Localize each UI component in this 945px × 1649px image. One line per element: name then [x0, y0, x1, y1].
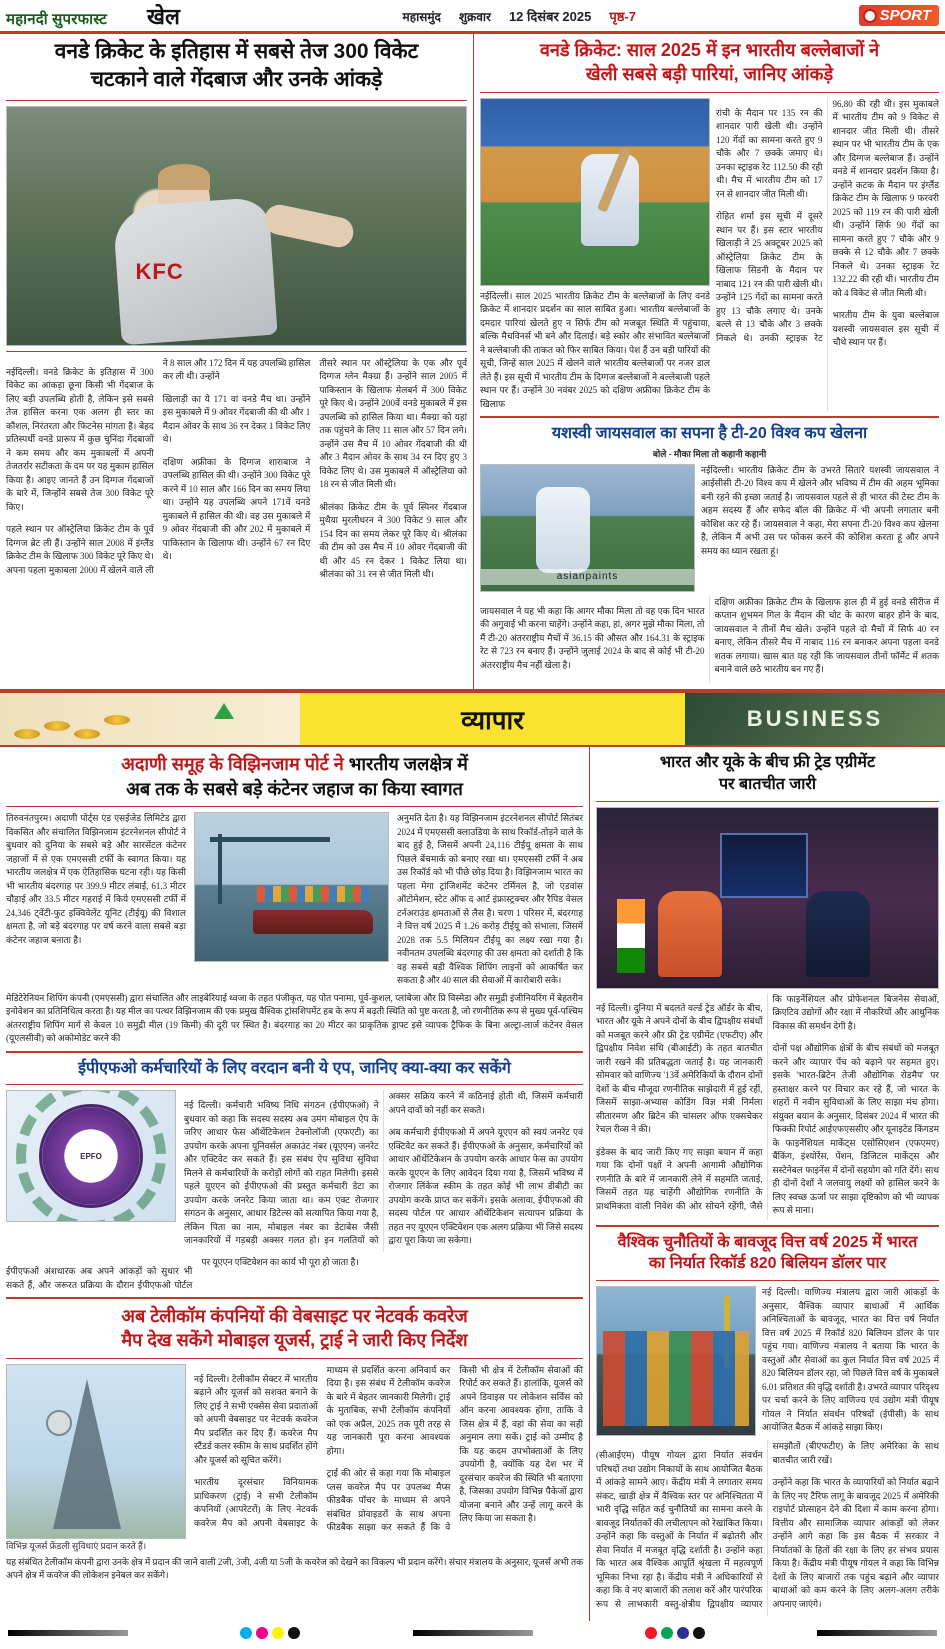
trai-body: [194, 1364, 583, 1552]
export-headline-line1: वैश्विक चुनौतियों के बावजूद वित्त वर्ष 2025 में भारत: [617, 1233, 918, 1251]
business-left-column: [0, 747, 590, 1620]
sport-logo: [859, 5, 939, 26]
gear-icon: [16, 1090, 166, 1222]
epfo-body: [184, 1090, 583, 1252]
backdrop-screen-graphic: [720, 833, 809, 898]
lead-para: तीसरे स्थान पर ऑस्ट्रेलिया के एक और पूर्व दिग्गज ग्लेन मैक्ग्रा हैं। उन्होंने साल 2005 में पाकिस्तान के खिलाफ मेलबर्न में 300 विकेट पूरे किए थे। उन्होंने 200वें वनडे मुकाबले में इस उपलब्धि को हासिल किया था। मैक्ग्रा को यहां तक पहुंचने के लिए 11 साल और 57 दिन लगे। उन्होंने उस मैच में 10 ओवर गेंदबाजी की थी और 3 मैदान ओवर के साथ 34 रन दिए हुए 3 विकेट लिए थे। उस मुकाबले में ऑस्ट्रेलिया को 18 रन से जीत मिली थी।: [319, 357, 467, 490]
official-one-graphic: [658, 891, 722, 977]
coin-icon: [44, 721, 70, 731]
section-title: खेल: [147, 3, 180, 29]
business-banner: [0, 691, 945, 747]
page-number: पृष्ठ-7: [609, 8, 636, 24]
sports-section: [0, 34, 945, 691]
uk-para: नई दिल्ली। दुनिया में बदलते वर्ल्ड ट्रेड ऑर्डर के बीच, भारत और यूके ने अपने दोनों के बीच द्विपक्षीय संबंधों को मजबूत करने और फ्री ट्रेड एग्रीमेंट (एफटीए) और द्विपक्षीय निवेश संधि (बीआईटी) के तहत बातचीत जारी रखने की प्रतिबद्धता जताई है। यह जानकारी सोमवार को वाणिज्य '13वें अमेरिकियों के दौरान दोनों देशों के बीच मौजूदा रणनीतिक साझेदारी में हुई रहीं, जिसमें साझा-अभ्यास कोडिंग विज्ञ मंत्री निर्मला सीतारमण और ब्रिटेन की चांसलर ऑफ एक्सचेकर रेचल रीव्स ने की।: [596, 1002, 763, 1135]
epfo-para: नई दिल्ली। कर्मचारी भविष्य निधि संगठन (ईपीएफओ) ने बुधवार को कहा कि सदस्य सदस्य अब उमंग मोबाइल ऐप के जरिए आधार फेस ऑथेंटिकेशन टेक्नोलॉजी (एफएटी) का उपयोग करके अपना यूनिवर्सल अकाउंट नंबर (यूएएन) जनरेट और एक्टिवेट कर सकते हैं। इस संबंध ऐप सुविधा सुविधा मिलने से कर्मचारियों के करोड़ों लोगों को राहत मिलेगी। इससे पहले यूएएन को ईपीएफओ की प्रस्तुत कर्मचारी डेटा का उपयोग करके जनरेट किया जाता था। कम एक्ट रोजगार संगठन के अनुसार, आधार डिटेल्स को सत्यापित किया गया है, लेकिन पिता का नाम, मोबाइल नंबर का डेटाबेस जैसी जानकारियों में गड़बड़ी अक्सर गलत हो। इन गलतियों को अक्सर सक्रिय करने में कठिनाई होती थी, जिसमें कर्मचारी अपने दावों को नहीं कर सकते।: [184, 1091, 583, 1246]
india-uk-trade-talks-photo: [596, 807, 939, 989]
yellow-swatch: [272, 1627, 284, 1639]
trai-para: नई दिल्ली। टेलीकॉम सेक्टर में भारतीय बढ़ाने और यूजर्स को सशक्त बनाने के लिए ट्राई ने सभी एक्सेस सेवा प्रदाताओं को अपनी वेबसाइट पर नेटवर्क कवरेज मैप प्रदर्शित कर दिए हैं। कवरेज मैप स्टैंडर्ड कलर स्कीम के साथ प्रदर्शित होंगे और यूजर्स को सूचित करेंगे।: [194, 1373, 318, 1465]
vizhinjam-port-photo: [194, 812, 389, 962]
trai-photo-caption: विभिन्न यूजर्स फ्रेंडली सुविधाएं प्रदान करते हैं।: [6, 1540, 147, 1551]
business-right-column: [590, 747, 945, 1620]
crane-mast-icon: [218, 834, 222, 904]
trai-headline-line2: मैप देख सकेंगे मोबाइल यूजर्स, ट्राई ने जारी किए निर्देश: [121, 1330, 468, 1351]
second-headline-line1: वनडे क्रिकेट: साल 2025 में इन भारतीय बल्लेबाजों ने: [539, 40, 880, 60]
cyan-swatch: [240, 1627, 252, 1639]
gradient-bar: [8, 1630, 128, 1636]
epfo-logo-photo: [6, 1090, 176, 1222]
telecom-tower-photo: [6, 1364, 186, 1539]
coin-icon: [104, 715, 130, 725]
uk-headline-line1: भारत और यूके के बीच फ्री ट्रेड एग्रीमेंट: [659, 754, 876, 772]
export-col1: नई दिल्ली। वाणिज्य मंत्रालय द्वारा जारी आंकड़ों के अनुसार, वैश्विक व्यापार बाधाओं में आर्थिक अनिश्चिताओं के बावजूद, भारत का वित्त वर्ष निर्यात वित्त वर्ष 2025 में रिकॉर्ड 820 बिलियन डॉलर के पार पहुंच गया। वाणिज्य मंत्रालय ने बताया कि भारत के वस्तुओं और सेवाओं का कुल निर्यात वित्त वर्ष 2025 में 820 बिलियन डॉलर रहा, जो पिछले वित्त वर्ष के मुकाबले 6.01 प्रतिशत की वृद्धि दर्शाती है। उभरते व्यापार परिदृश्य पर चर्चा करने के लिए वाणिज्य एवं उद्योग मंत्री पीयूष गोयल ने निर्यात संवर्धन परिषदों (ईपीसी) के साथ आयोजित बैठक में आंकड़े साझा किए।: [762, 1287, 940, 1433]
export-body: [596, 1440, 939, 1616]
trai-para: ट्राई की ओर से कहा गया कि मोबाइल प्लस कवरेज मैप पर उपलब्ध मैप्स फीडबैक पॉचर के माध्यम से अपने संबंधित प्रोवाइडरों के साथ अपना फीडबैक साझा कर सकते हैं कि वे किसी भी क्षेत्र में टेलीकॉम सेवाओं की रिपोर्ट कर सकते हैं। हालांकि, यूजर्स को अपने डिवाइस पर लोकेशन सर्विस को ऑन करना आवश्यक होगा, ताकि वे जिस क्षेत्र में हैं, वहां की सेवा का सही अनुमान लगा सकें। ट्राई को उम्मीद है कि यह कदम उपभोक्ताओं के लिए उपयोगी है, क्योंकि यह देश भर में दूरसंचार कवरेज की स्थिति भी बताएगा है, जिसका उपयोग विभिन्न पैकेजों द्वारा योजना बनाने और उन्हें लागू करने के लिए किया जा सकता है।: [326, 1364, 583, 1533]
epfo-article: [6, 1058, 583, 1293]
official-two-graphic: [806, 891, 870, 977]
third-para: दक्षिण अफ्रीका क्रिकेट टीम के खिलाफ हाल ही में हुई वनडे सीरीज में कप्तान शुभमन गिल के मैदान की चोट के कारण बाहर होने के बाद, जायसवाल ने तीनों मैच खेले। उन्होंने पहले दो मैचों में सिर्फ 40 रन बनाए, लेकिन तीसरे मैच में नाबाद 116 रन बनाकर अपना पहला वनडे शतक लगाया। खास बात यह रही कि जायसवाल तीनों फॉर्मेट में शतक बनाने वाले छठे भारतीय बन गए हैं।: [714, 596, 939, 675]
paper-name: महानदी सुपरफास्ट: [6, 10, 108, 28]
business-section: [0, 747, 945, 1620]
black-swatch: [288, 1627, 300, 1639]
second-para: भारतीय टीम के युवा बल्लेबाज यशस्वी जायसवाल इस सूची में चौथे स्थान पर हैं।: [832, 310, 939, 348]
sports-lead-article: [0, 34, 474, 689]
masthead-meta: [403, 7, 636, 25]
red-swatch: [645, 1627, 657, 1639]
second-para: रांची के मैदान पर 135 रन की शानदार पारी खेली थी। उन्होंने 120 गेंदों का सामना करते हुए 9 चौके और 7 छक्के जमाए थे। उनका स्ट्राइक रेट 112.50 की रही थी। मैच में भारतीय टीम को 17 रन से शानदार जीत मिली थी।: [716, 107, 823, 199]
lead-para: दक्षिण अफ्रीका के दिग्गज शाराबाज ने उपलब्धि हासिल की थी। उन्होंने 300 विकेट पूरे करने में 10 साल और 166 दिन का समय लिया था। उन्होंने यह उपलब्धि अपने 171वें वनडे मुकाबले में हासिल की थी। वह उस मुकाबले में 9 ओवर गेंदबाजी की और 202 में मुकाबले में पाकिस्तान के खिलाफ थी। उन्होंने 67 रन दिए थे।: [162, 456, 311, 562]
adani-col1: तिरुवनंतपुरम। अदाणी पोर्ट्स एंड एसईजेड लिमिटेड द्वारा विकसित और संचालित विझिनजाम इंटरनेशनल सीपोर्ट ने बुधवार को दुनिया के सबसे बड़े और सारसेंटल कंटेनर जहाजों में से एक एमएससी टर्फी के स्वागत किया। यह भारतीय जलक्षेत्र में एक ऐतिहासिक घटना रही। यह किसी भी भारतीय बंदरगाह पर 399.9 मीटर लंबाई, 61.3 मीटर चौड़ाई और 33.5 मीटर गहराई में किये एमएससी टर्फी में 24,346 ट्वेंटी-फुट इक्विवेलेंट यूनिट (टीईयू) की विशाल क्षमता है, जो बड़े बंदरगाह पर वर्ष करने वाला सबसे बड़ा कंटेनर जहाज बनाता है।: [6, 813, 186, 945]
container-stack-graphic: [257, 886, 369, 902]
business-word-graphic: [685, 693, 945, 745]
photo-player-arm: [262, 202, 356, 250]
container-ship-graphic: [253, 910, 373, 934]
trai-article: [6, 1304, 583, 1583]
coin-icon: [74, 729, 100, 739]
uk-body: [596, 993, 939, 1220]
growth-arrow-icon: [214, 703, 234, 719]
export-containers-photo: [596, 1286, 756, 1436]
cricket-ball-icon: [863, 9, 877, 23]
batsman-photo: [480, 98, 710, 286]
adani-col2: मेडिटेरेनियन शिपिंग कंपनी (एमएससी) द्वारा संचालित और लाइबेरियाई ध्वजा के तहत पंजीकृत, यह पोत पनामा, पूर्व-कुशल, प्लांबेजा और प्रि विस्मेडा और समुद्री इंजीनियरिंग में बेहतरीन इनोवेशन का प्रतिनिधित्व करता है। यह मील का पत्थर विझिनजाम की एक प्रमुख वैश्विक ट्रांसशिपमेंट हब के रूप में बढ़ती स्थिति को पुष्ट करता है, जो रणनीतिक रूप से मुख्य पूर्व-पश्चिम अंतरराष्ट्रीय शिपिंग मार्ग से केवल 10 समुद्री मील (19 किमी) की दूरी पर स्थित है। बंदरगाह का 20 मीटर का प्राकृतिक ड्राफ्ट इसे व्यापक ट्रैफिक के बिना अल्ट्रा-लार्ज कंटेनर वेसल (यूएलसीवी) को अकोमोडेट करने की: [6, 992, 583, 1044]
yashasvi-jaiswal-photo: [480, 464, 695, 592]
adani-headline-part1: अदाणी समूह के विझिनजाम पोर्ट ने: [121, 754, 344, 775]
epfo-body-cont: [6, 1256, 583, 1292]
epfo-para: अब कर्मचारी ईपीएफओ में अपने यूएएन को स्वयं जनरेट एवं एक्टिवेट कर सकते हैं। ईपीएफओ के अनुसार, कर्मचारियों को आधार ऑथेंटिकेशन के उपयोग करके आधार फेस का उपयोग करके यूएएन के लिए आवेदन दिया गया है, जिसमें भविष्य में रोजगार लिंकेज स्कीम के तहत कोई भी लाभ डीबीटी का उपयोग करके प्राप्त कर सकेंगे। इसके अलावा, ईपीएफओ की सदस्य पोर्टल पर आधार ऑथेंटिकेशन सत्यापन प्रक्रिया के तहत नए यूएएन एक्टिवेशन एक अलग प्रक्रिया भी जिसे सदस्य द्वारा पूरा किया जा सकेगा।: [388, 1127, 583, 1246]
masthead: [0, 0, 945, 34]
second-headline-line2: खेली सबसे बड़ी पारियां, जानिए आंकड़े: [585, 64, 834, 85]
export-para: उन्होंने कहा कि भारत के व्यापारियों को निर्यात बढ़ाने के लिए नए टैरिफ लागू के बावजूद 2025 में अमेरिकी राइपोर्ट प्रोत्साहन देने की दिशा में काम करना होगा। वित्तीय और सामाजिक व्यापार आंकड़ों को लेकर उन्होंने आगे कहा कि इस बैठक में सरकार ने निर्यातकों के हितों की रक्षा के लिए हर संभव प्रयास किया है। केंद्रीय मंत्री पीयूष गोयल ने कहा कि विभिन्न देशों के लिए बाजारों तक पहुंच बढ़ाने और व्यापार बाधाओं को कम करने के लिए अलग-अलग तरीके अपनाए जाएंगे।: [772, 1477, 939, 1609]
third-article-intro: नईदिल्ली। भारतीय क्रिकेट टीम के उभरते सितारे यशस्वी जायसवाल ने आईसीसी टी-20 विश्व कप में खेलने और भविष्य में टीम की अहम भूमिका बनी रहने की इच्छा जताई है। जायसवाल पहले से ही भारत की टेस्ट टीम के अहम सदस्य हैं और सफेद बॉल की क्रिकेट में भी अपनी लगातार बनी कोशिश कर रहे हैं। जायसवाल ने कहा, मेरा सपना टी-20 विश्व कप खेलना है, लेकिन मैं अभी उस पर फोकस करने की कोशिश करता हूं और अपने समय का ध्यान रखता हूं।: [701, 464, 939, 556]
fast-bowler-photo: [6, 106, 467, 346]
third-headline: यशस्वी जायसवाल का सपना है टी-20 विश्व कप खेलना: [551, 425, 868, 443]
third-para: जायसवाल ने यह भी कहा कि आगर मौका मिला तो वह एक दिन भारत की अगुवाई भी करना चाहेंगे। उन्होंने कहा, हां, अगर मुझे मौका मिला, तो मैं टी-20 अंतरराष्ट्रीय मैचों में 36.15 की औसत और 164.31 के स्ट्राइक रेट से 723 रन बनाए हैं। उन्होंने जुलाई 2024 के बाद से कोई भी टी-20 अंतरराष्ट्रीय मैच नहीं खेला है।: [480, 605, 705, 670]
uk-headline-line2: पर बातचीत जारी: [718, 776, 817, 794]
photo-jaiswal-body: [536, 487, 590, 573]
coin-icon: [14, 729, 40, 739]
photo-sponsor-overlay: asianpaints: [481, 569, 694, 585]
export-article: [596, 1232, 939, 1616]
export-para: (सीआईएम) पीयूष गोयल द्वारा निर्यात संवर्धन परिषदों तथा उद्योग निकायों के साथ आयोजित बैठक में आंकड़े सामने आए। केंद्रीय मंत्री ने लगातार समय संकट, खाड़ी क्षेत्र में वैश्विक स्तर पर अनिश्चितता में भारी वृद्धि सहित कई चुनौतियों का सामना करने के बावजूद निर्यातकों की लचीलापन को रेखांकित किया। उन्होंने कहा कि वस्तुओं के निर्यात में बढ़ोतरी और सेवा निर्यात में मजबूत वृद्धि दर्शाती है। उन्होंने कहा कि भारत अब वैश्विक आपूर्ति श्रृंखला में महत्वपूर्ण भूमिका निभा रहा है। केंद्रीय मंत्री ने अधिकारियों से कहा कि वे नए बाजारों की तलाश करें और पारंपरिक रूप से लाभकारी वस्तु-क्षेत्रीय द्विपक्षीय व्यापार समझौतों (बीएफटीए) के लिए अमेरिका के साथ बातचीत जारी रखें।: [596, 1441, 939, 1609]
gradient-bar: [413, 1630, 533, 1636]
color-swatches-right: [645, 1627, 705, 1639]
uk-para: दोनों पक्ष औद्योगिक क्षेत्रों के बीच संबंधों को मजबूत करने और व्यापार पेंच को बढ़ाने पर सहमत हुए। इसके 'भारत-ब्रिटेन तेजी औद्योगिक रोडमैप' पर हस्ताक्षर करने पर विचार कर रहे हैं, जो भारत के शहरों में नवीन सुविधाओं के लिए साझा मंच होगा। संयुक्त बयान के अनुसार, दिसंबर 2024 में भारत की फिक्की रिपोर्ट आईएफएससीए और यूनाइटेड किंगडम के फाइनेंशियल मार्केट्स एसोसिएशन (एफएमए) बैंकिंग, इंश्योरेंस, पेंशन, डिजिटल मार्केट्स और सस्टेनेबल फाइनेंस में दोनों सहयोग को गति देंगे। साथ ही दोनों देशों ने जलवायु लक्ष्यों को हासिल करने के लिए स्वच्छ ऊर्जा पर साझा दृष्टिकोण को भी व्यापक रूप से माना।: [772, 1043, 939, 1216]
color-swatches-left: [240, 1627, 300, 1639]
trai-para: भारतीय दूरसंचार विनियामक प्राधिकरण (ट्राई) ने सभी टेलीकॉम कंपनियों (आपरेटरों) के लिए नेटवर्क कवरेज मैप को अपनी वेबसाइट के माध्यम से प्रदर्शित करना अनिवार्य कर दिया है। इस संबंध में टेलीकॉम कवरेज के बारे में बेहतर जानकारी मिलेगी। ट्राई के मुताबिक, सभी टेलीकॉम कंपनियों को एक अप्रैल, 2025 तक पूरी तरह से यह जानकारी पूरा करना आवश्यक होगा।: [194, 1364, 451, 1528]
business-section-title: [300, 693, 685, 745]
business-word-text: BUSINESS: [746, 706, 884, 732]
uk-fta-article: [596, 752, 939, 1219]
business-title-text: व्यापार: [461, 705, 524, 736]
banner-coins-graphic: [0, 693, 300, 745]
photo-sponsor-text: KFC: [135, 259, 184, 284]
green-swatch: [661, 1627, 673, 1639]
registration-marks: [0, 1621, 945, 1649]
day-label: शुक्रवार: [458, 9, 491, 24]
antenna-dish-icon: [46, 1410, 72, 1436]
lead-para: नईदिल्ली। वनडे क्रिकेट के इतिहास में 300 विकेट का आंकड़ा छूना किसी भी गेंदबाज के लिए बड़ी उपलब्धि होती है, लेकिन इसे सबसे तेज हासिल करना एक अलग ही स्तर का कौशल, निरंतरता और फिटनेस मांगता है। बेहद प्रतिस्पर्धी वनडे प्रारूप में कुछ चुनिंदा गेंदबाजों ने कम समय और कम मुकाबलों में अपनी तेजतर्रार सटीकता के दम पर यह मुकाम हासिल किया है। आइए जानते हैं उन दिग्गज गेंदबाजों के बारे में, जिन्होंने सबसे तेज 300 विकेट पूरे किए।: [6, 366, 154, 512]
tower-mast-icon: [53, 1379, 121, 1529]
date-label: 12 दिसंबर 2025: [508, 8, 592, 24]
uk-para: इंडेक्स के बाद जारी किए गए साझा बयान में कहा गया कि दोनों पक्षों ने अपनी आगामी औद्योगिक रणनीति के बारे में जानकारी लेने में सहमति जताई, जिसमें तहत यह चाहेंगी औद्योगिक रणनीति के प्राथमिकता वाली निवेश की ओर सोचने रहेंगी, जैसे कि फाइनेंशियल और प्रोफेशनल बिजनेस सेवाओं, क्रिएटिव उद्योगों और रक्षा में नौकरियों और आधुनिक विकास की समर्थन देगी है।: [596, 993, 939, 1211]
adani-article: [6, 752, 583, 1045]
edition-label: महासमुंद: [402, 9, 441, 24]
blue-swatch: [677, 1627, 689, 1639]
lead-para: खिलाड़ी का ये 171 वां वनडे मैच था। उन्होंने इस मुकाबले में 9 ओवर गेंदबाजी की थी और 1 मैदान ओवर के साथ 36 रन देकर 1 विकेट लिए थे।: [162, 393, 311, 445]
epfo-para: ईपीएफओ अंशधारक अब अपने आंकड़ों को सुधार भी सकते हैं, और जरूरत प्रक्रिया के दौरान ईपीएफओ पोर्टल पर यूएएन एक्टिवेशन का कार्य भी पूरा हो जाता है।: [6, 1257, 359, 1290]
lead-article-body: [6, 357, 467, 582]
gradient-bar: [817, 1630, 937, 1636]
adani-col3: अनुमति देता है। यह विझिनजाम इंटरनेशनल सीपोर्ट सितंबर 2024 में एमएससी क्लाउडिया के साथ रिकॉर्ड-तोड़ने वाले के बाद हुई है, जिसमें अपनी 24,116 टीईयू क्षमता के साथ पिछले बेंचमार्क को बनाए रखा था। एमएससी टर्फी ने अब उस रिकॉर्ड को भी पीछे छोड़ दिया है। विझिनजाम भारत का पहला मेगा ट्रांजिशमेंट कंटेनर टर्मिनल है, जो एडवांस ऑटोमेशन, स्टेट ऑफ द आर्ट इंफ्रास्ट्रक्चर और रैपिड वेसल टर्नअराउंड क्षमताओं से लैस है। चरण 1 परिसर में, बंदरगाह ने वित्त वर्ष 2025 में 1.26 करोड़ टीईयू को संभाला, जिसमें 2028 तक 5.5 मिलियन टीईयू का लक्ष्य रखा गया है। नवीनतम उपलब्धि बंदरगाह की उस क्षमता को दर्शाती है कि वह सबसे बड़ी वैश्विक शिपिंग लाइनों को आकर्षित कर सकता है और 40 साल की सेवाओं में कारोबारी सके।: [397, 813, 583, 986]
crane-boom-icon: [210, 837, 330, 842]
epfo-seal-icon: EPFO: [39, 1104, 143, 1208]
adani-headline-line1: [6, 752, 583, 776]
lead-para: पहले स्थान पर ऑस्ट्रेलिया क्रिकेट टीम के पूर्व दिग्गज ब्रेट ली हैं। उन्होंने साल 2008 में इंग्लैंड क्रिकेट टीम के खिलाफ 300 विकेट पूरे किए थे। अपना पहला मुकाबला 2000 में खेलने वाले ली ने 8 साल और 172 दिन में यह उपलब्धि हासिल कर ली थी। उन्होंने: [6, 357, 311, 575]
adani-headline-part2: भारतीय जलक्षेत्र में: [348, 754, 468, 775]
sports-right-column: [474, 34, 945, 689]
india-flag-icon: [617, 899, 645, 973]
third-subhead: बोले - मौका मिला तो कहानी कहानी: [652, 448, 767, 459]
second-article-intro: नईदिल्ली। साल 2025 भारतीय क्रिकेट टीम के बल्लेबाजों के लिए वनडे क्रिकेट में शानदार प्रदर्शन का साल साबित हुआ। भारतीय बल्लेबाजों के दमदार पारियां खेलते हुए न सिर्फ टीम को मजबूत स्थिति में पहुंचाया, बल्कि मैचविनर्स भी बने और दिलाई। बड़े स्कोर और संभावित बल्लेबाजों ने बल्लेबाजी की ताकत को फिर साबित किया। पेश हैं उन बड़ी पारियों की सूची, जिन्हें साल 2025 में खेलने वाले भारतीय बल्लेबाजों पर नजर डाल लेते हैं। इस सूची में भारतीय टीम के दिग्गज बल्लेबाजों ने बल्लेबाजी पहले स्थान पर हैं। उन्होंने 30 नवंबर 2025 को दक्षिण अफ्रीका क्रिकेट टीम के खिलाफ: [480, 290, 710, 409]
lead-para: श्रीलंका क्रिकेट टीम के पूर्व स्पिनर गेंदबाज मुथैया मुरलीधरन ने 300 विकेट 9 साल और 154 दिन का समय लेकर पूरे किए थे। श्रीलंका की टीम को उस मैच में 10 ओवर गेंदबाजी की थी और 45 रन देकर 1 विकेट लिया था। श्रीलंका को 31 रन से जीत मिली थी।: [319, 501, 467, 580]
sport-logo-text: SPORT: [879, 7, 931, 24]
magenta-swatch: [256, 1627, 268, 1639]
trai-para-last: यह संबंधित टेलीकॉम कंपनी द्वारा उनके क्षेत्र में प्रदान की जाने वाली 2जी, 3जी, 4जी या 5जी के कवरेज को देखने का विकल्प भी प्रदान करेंगे। संचार मंत्रालय के अनुसार, यूजर्स अभी तक अपने क्षेत्र में कवरेज की लोकेशन इनेबल कर सकेंगे।: [6, 1556, 583, 1581]
photo-player-hair: [158, 164, 210, 190]
export-headline-line2: का निर्यात रिकॉर्ड 820 बिलियन डॉलर पार: [648, 1255, 887, 1273]
lead-headline-line1: वनडे क्रिकेट के इतिहास में सबसे तेज 300 विकेट: [54, 40, 419, 63]
second-para: रोहित शर्मा इस सूची में दूसरे स्थान पर हैं। इस स्टार भारतीय खिलाड़ी ने 25 अक्टूबर 2025 को ऑस्ट्रेलिया क्रिकेट टीम के खिलाफ सिडनी के मैदान पर नाबाद 121 रन की पारी खेली थी। उन्होंने 125 गेंदों का सामना करते हुए 13 चौके लगाए थे। उनके बल्ले से 13 चौके और 3 छक्के निकले थे। उनकी स्ट्राइक रेट 96.80 की रही थी। इस मुकाबले में भारतीय टीम को 9 विकेट से शानदार जीत मिली थी। तीसरे स्थान पर भी भारतीय टीम के एक और दिग्गज बल्लेबाज हैं। उन्होंने वनडे में शानदार प्रदर्शन किया है। उन्होंने कटक के मैदान पर इंग्लैंड क्रिकेट टीम के खिलाफ 9 फरवरी 2025 को 119 रन की पारी खेली थी। उन्होंने सिर्फ 90 गेंदों का सामना करते हुए 7 चौके और 9 छक्के से 12 चौके और 7 छक्के निकले थे। उनका स्ट्राइक रेट 132.22 की रही थी। भारतीय टीम को 4 विकेट से जीत मिली थी।: [716, 98, 939, 343]
third-article-body: [480, 596, 939, 684]
black-swatch: [693, 1627, 705, 1639]
trai-headline-line1: अब टेलीकॉम कंपनियों की वेबसाइट पर नेटवर्क कवरेज: [121, 1306, 468, 1327]
lead-headline-line2: चटकाने वाले गेंदबाज और उनके आंकड़े: [90, 68, 383, 92]
adani-headline-line2: अब तक के सबसे बड़े कंटेनर जहाज का किया स्वागत: [126, 778, 463, 799]
second-article-body: [716, 98, 939, 412]
container-stack-graphic: [603, 1331, 748, 1426]
epfo-headline: ईपीएफओ कर्मचारियों के लिए वरदान बनी ये एप, जानिए क्या-क्या कर सकेंगे: [78, 1059, 511, 1077]
